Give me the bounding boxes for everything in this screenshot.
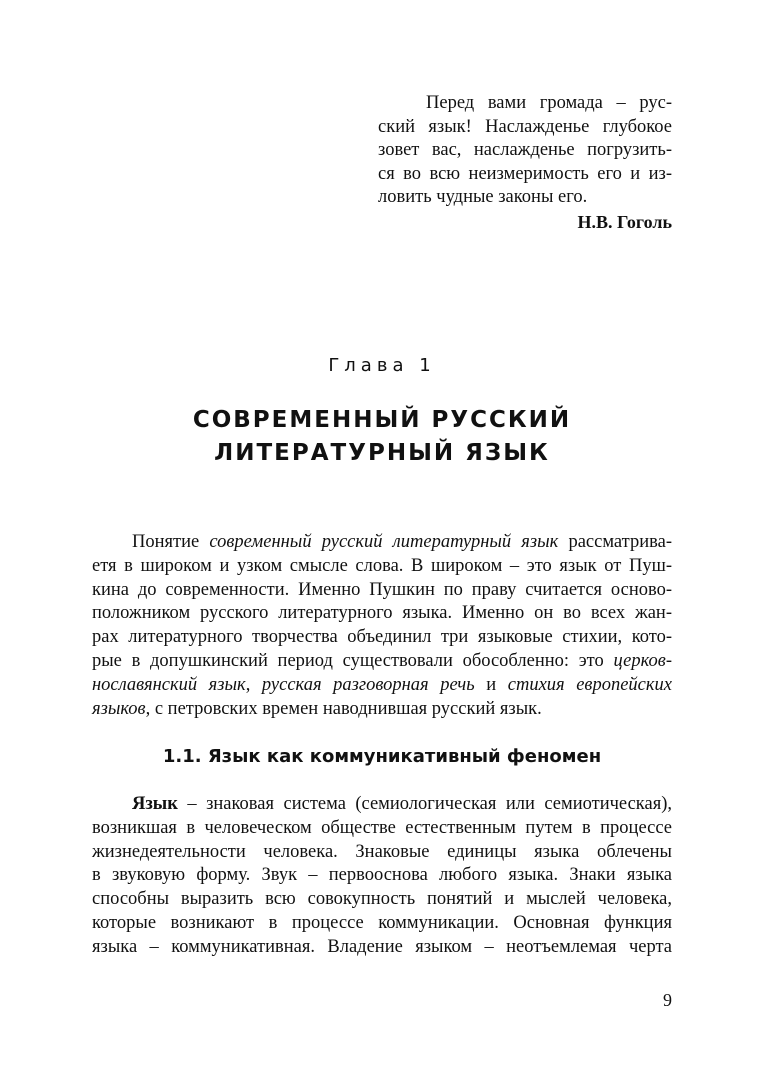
bold-term: Язык [132,794,178,814]
chapter-title-line: ЛИТЕРАТУРНЫЙ ЯЗЫК [214,440,550,466]
text-run: – знаковая система (семиологическая или семиотическая), [177,794,672,814]
text-line: возникшая в человеческом обществе естественным путем в процессе [92,817,672,838]
epigraph [378,92,672,234]
italic-term: нославянский язык [92,674,246,695]
italic-term: стихия европейских [507,674,672,695]
text-line: положником русского литературного языка. Именно он во всех жан- [92,603,672,624]
body-paragraph [92,793,672,960]
text-run: и [474,674,508,695]
text-run: рассматрива- [558,532,672,552]
chapter-title [0,404,764,470]
text-line [92,698,672,722]
text-run: , с петровских времен наводнившая русский язык. [145,698,542,719]
chapter-title-line: СОВРЕМЕННЫЙ РУССКИЙ [192,407,572,433]
italic-term: церков- [613,650,672,671]
epigraph-line: ся во всю неизмеримость его и из- [378,163,672,184]
text-run: Понятие [132,532,210,552]
section-heading: 1.1. Язык как коммуникативный феномен [162,746,602,767]
epigraph-line: ловить чудные законы его. [378,187,588,207]
text-line [92,531,672,555]
text-line: способны выразить всю совокупность понятий и мыслей человека, [92,889,672,910]
text-line [92,793,672,817]
text-line: которые возникают в процессе коммуникации. Основная функция [92,912,672,933]
chapter-label: Глава 1 [328,355,436,376]
text-run: рые в допушкинский период существовали обособленно: это [92,650,614,671]
text-run: , [245,674,262,695]
italic-term: русская разговорная речь [261,674,475,695]
text-line: языка – коммуникативная. Владение языком – неотъемлемая черта [92,936,672,957]
text-line: рах литературного творчества объединил три языковые стихии, кото- [92,627,672,648]
intro-paragraph [92,531,672,721]
epigraph-line: Перед вами громада – рус- [426,93,672,113]
text-line [92,674,672,698]
epigraph-line: зовет вас, наслажденье погрузить- [378,140,672,160]
epigraph-author: Н.В. Гоголь [577,211,672,232]
page-number: 9 [663,990,672,1010]
italic-term: современный русский литературный язык [209,532,559,552]
epigraph-line: ский язык! Наслажденье глубокое [378,116,672,137]
italic-term: языков [92,698,146,719]
text-line: в звуковую форму. Звук – первооснова любого языка. Знаки языка [92,865,672,886]
text-line: етя в широком и узком смысле слова. В широком – это язык от Пуш- [92,555,672,576]
text-line: кина до современности. Именно Пушкин по праву считается осново- [92,579,672,600]
text-line: жизнедеятельности человека. Знаковые единицы языка облечены [92,841,672,862]
text-line [92,650,672,674]
